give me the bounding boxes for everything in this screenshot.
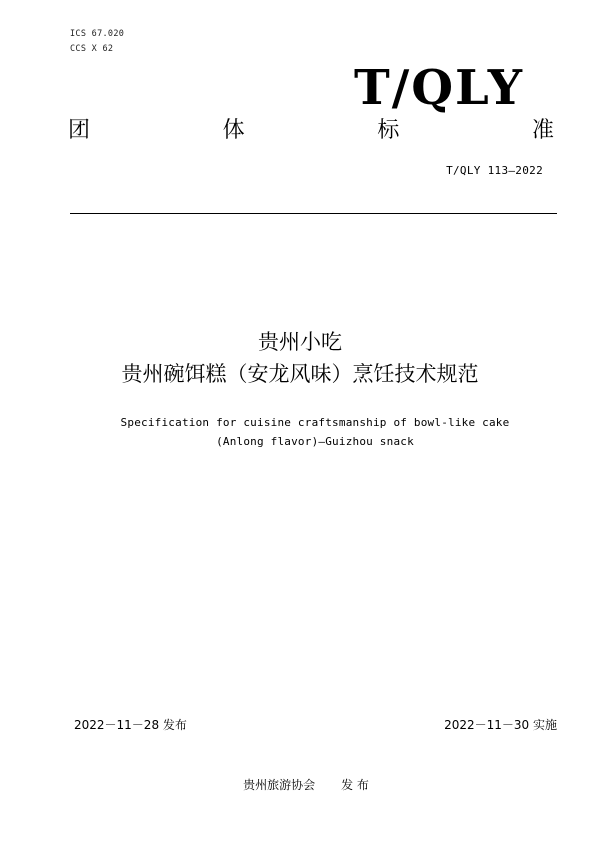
ics-code: ICS 67.020: [70, 29, 125, 39]
title-english-line: (Anlong flavor)—Guizhou snack: [216, 435, 414, 448]
standard-logo: T/QLY: [353, 60, 524, 116]
standard-type-char: 准: [531, 118, 554, 143]
title-chinese-line: 贵州小吃: [258, 330, 342, 354]
publisher-action: 发 布: [341, 778, 369, 792]
title-chinese: [0, 326, 600, 390]
title-english: [0, 413, 600, 451]
title-english-line: Specification for cuisine craftsmanship of bowl-like cake: [120, 416, 510, 429]
title-chinese-line: 贵州碗饵糕（安龙风味）烹饪技术规范: [121, 362, 479, 386]
implementation-date: 2022－11－30 实施: [444, 718, 557, 732]
standard-type: [68, 117, 554, 145]
standard-number: T/QLY 113—2022: [446, 164, 543, 177]
ccs-code: CCS X 62: [70, 44, 114, 54]
standard-type-char: 体: [222, 118, 245, 143]
standard-type-char: 标: [377, 118, 400, 143]
issue-date: 2022－11－28 发布: [74, 718, 187, 732]
header-divider: [70, 213, 557, 214]
standard-type-char: 团: [68, 118, 91, 143]
publisher-name: 贵州旅游协会: [243, 778, 316, 792]
publisher: [0, 776, 600, 793]
